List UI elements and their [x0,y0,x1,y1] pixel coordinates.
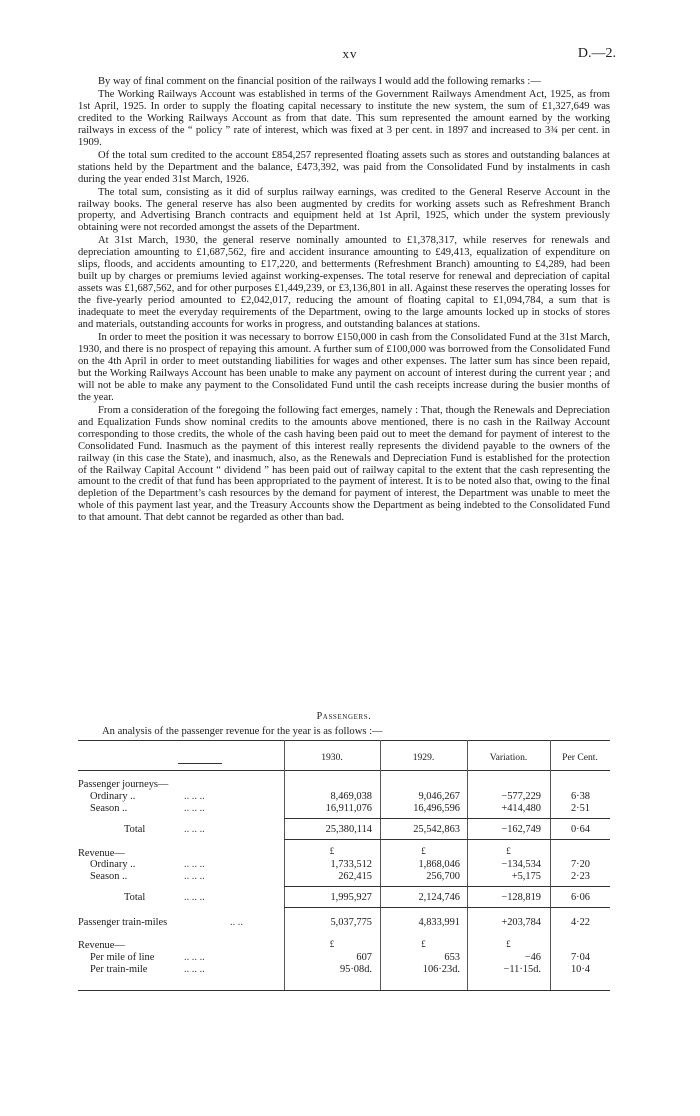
group-heading-journeys: Passenger journeys— [78,779,169,790]
leader-dots: .. .. [230,917,243,928]
unit-pound: £ [329,846,335,856]
cell-1930: 95·08d. [339,964,372,975]
row-label-total: Total [124,892,146,903]
cell-per-cent: 10·4 [570,964,590,975]
cell-1929: 653 [444,952,460,963]
leader-dots: .. .. .. [184,791,205,802]
cell-1930: 607 [356,952,372,963]
cell-per-cent: 7·20 [570,859,590,870]
row-label: Per mile of line [90,952,155,963]
cell-variation-total: −162,749 [501,824,541,835]
row-label-total: Total [124,824,146,835]
cell-1929: 16,496,596 [413,803,460,814]
subtotal-rule [284,886,610,887]
cell-per-cent: 6·38 [570,791,590,802]
cell-per-cent: 7·04 [570,952,590,963]
cell-1930: 16,911,076 [325,803,372,814]
analysis-intro: An analysis of the passenger revenue for the year is as follows :— [102,726,383,737]
unit-pound: £ [506,939,511,949]
column-header-variation: Variation. [489,752,528,763]
paragraph: In order to meet the position it was necessary to borrow £150,000 in cash from the Consolidated Fund at the 31st March, 1930, and there is no prospect of repaying this amount. A further sum of £100,000 was borrowed from the Consolidated Fund on the 4th April in order to meet outstanding liabilities for wages and other expenses. The latter sum has since been repaid, but the Working Railways Account has been unable to make any payment on account of interest during the current year ; and will not be able to make any payment to the Consolidated Fund until the cash receipts increase during the busier months of the year. [78,332,610,403]
stub-header-dash [178,763,222,764]
subtotal-rule [284,818,610,819]
cell-1930: 262,415 [338,871,372,882]
table-header-rule [78,770,610,771]
row-label: Ordinary .. [90,859,136,870]
unit-pound: £ [329,939,335,949]
cell-variation: +5,175 [511,871,541,882]
cell-variation: −11·15d. [503,964,541,975]
unit-pound: £ [421,939,426,949]
column-header-1930: 1930. [321,752,343,763]
leader-dots: .. .. .. [184,803,205,814]
cell-variation: −134,534 [501,859,541,870]
leader-dots: .. .. .. [184,871,205,882]
column-header-per-cent: Per Cent. [562,752,598,763]
cell-1929: 9,046,267 [418,791,460,802]
cell-1930: 5,037,775 [330,917,372,928]
unit-pound: £ [506,846,511,856]
cell-variation: +203,784 [501,917,541,928]
row-label-train-miles: Passenger train-miles [78,917,168,928]
row-label: Season .. [90,803,128,814]
page-header [0,46,700,66]
table-top-rule [78,740,610,741]
unit-pound: £ [421,846,426,856]
leader-dots: .. .. .. [184,892,205,903]
subtotal-rule [284,907,610,908]
subtotal-rule [284,839,610,840]
section-heading: Passengers. [316,711,372,722]
paragraph: At 31st March, 1930, the general reserve nominally amounted to £1,378,317, while reserves for renewals and depreciation amounting to £1,687,562, fire and accident insurance amounting to £49,413, equalization of expenditure on slips, floods, and accidents amounting to £17,220, and betterments (Refreshment Branch) amounting to £4,289, had been built up by charges or premiums levied against working-expenses. The total reserve for renewal and depreciation of capital assets was £1,687,562, and for other purposes £1,449,239, or £3,136,801 in all. Against these reserves the operating losses for the five-yearly period amounted to £2,042,017, reducing the amount of floating capital to £1,094,784, a sum that is inadequate to meet the everyday requirements of the Department, owing to the large amounts locked up in stocks of stores and materials, outstanding accounts for works in progress, and outstanding balances at stations. [78,235,610,331]
leader-dots: .. .. .. [184,964,205,975]
cell-variation: −46 [524,952,541,963]
cell-1930: 1,733,512 [330,859,372,870]
table-bottom-rule [78,990,610,991]
cell-1929: 256,700 [426,871,460,882]
group-heading-revenue-per: Revenue— [78,940,125,951]
leader-dots: .. .. .. [184,824,205,835]
cell-1929: 4,833,991 [418,917,460,928]
row-label: Season .. [90,871,128,882]
cell-per-cent-total: 0·64 [570,824,590,835]
cell-per-cent: 2·51 [570,803,590,814]
paragraph: The Working Railways Account was established in terms of the Government Railways Amendment Act, 1925, as from 1st April, 1925. In order to supply the floating capital necessary to institute the new system, the sum of £1,327,649 was credited to the Working Railways Account as from that date. This sum represented the amount earned by the working railways in excess of the “ policy ” rate of interest, which was fixed at 3 per cent. in 1897 and increased to 3¾ per cent. in 1909. [78,88,610,148]
passenger-revenue-table [78,740,610,990]
paragraph: The total sum, consisting as it did of surplus railway earnings, was credited to the General Reserve Account in the railway books. The general reserve has also been augmented by credits for working assets such as Refreshment Branch property, and Advertising Branch contracts and equipment held at 1st April, 1925, which under the system previously obtaining were not recorded amongst the assets of the Department. [78,186,610,234]
paragraph: By way of final comment on the financial position of the railways I would add the following remarks :— [98,76,541,87]
cell-per-cent: 4·22 [570,917,590,928]
leader-dots: .. .. .. [184,952,205,963]
report-body [78,76,610,524]
page-folio: xv [342,46,358,61]
cell-1930: 8,469,038 [330,791,372,802]
cell-1929-total: 2,124,746 [418,892,460,903]
cell-1930-total: 25,380,114 [325,824,372,835]
cell-1929-total: 25,542,863 [413,824,460,835]
leader-dots: .. .. .. [184,859,205,870]
row-label: Per train-mile [90,964,148,975]
cell-variation: −577,229 [501,791,541,802]
cell-1929: 106·23d. [422,964,460,975]
document-reference: D.—2. [577,46,616,61]
paragraph: From a consideration of the foregoing the following fact emerges, namely : That, though the Renewals and Depreciation and Equalization Funds show nominal credits to the amounts above mentioned, there is no cash in the Railway Account corresponding to those credits, the whole of the cash having been paid out to meet the demand for payment of interest to the Consolidated Fund. Inasmuch as the payment of this interest really represents the dividend payable to the owners of the railway (in this case the State), and inasmuch, also, as the Renewals and Depreciation Fund is established for the protection of the Railway Capital Account “ dividend ” has been paid out of railway capital to the extent that the cash representing the amount to the credit of that fund has been appropriated to the payment of interest. It is to be noted also that, owing to the final depletion of the Department’s cash resources by the demand for payment of interest, the Department was unable to meet the whole of this payment last year, and the Treasury Accounts show the Department as being indebted to the Consolidated Fund to that amount. That debt cannot be regarded as other than bad. [78,404,610,524]
cell-1930-total: 1,995,927 [330,892,372,903]
column-header-1929: 1929. [412,752,435,763]
cell-1929: 1,868,046 [418,859,460,870]
group-heading-revenue: Revenue— [78,848,125,859]
cell-variation-total: −128,819 [501,892,541,903]
cell-per-cent: 2·23 [570,871,590,882]
paragraph: Of the total sum credited to the account £854,257 represented floating assets such as stores and outstanding balances at stations held by the Department and the balance, £473,392, was paid from the Consolidated Fund by instalments in cash during the year ended 31st March, 1926. [78,149,610,185]
cell-per-cent-total: 6·06 [570,892,590,903]
cell-variation: +414,480 [501,803,541,814]
row-label: Ordinary .. [90,791,136,802]
